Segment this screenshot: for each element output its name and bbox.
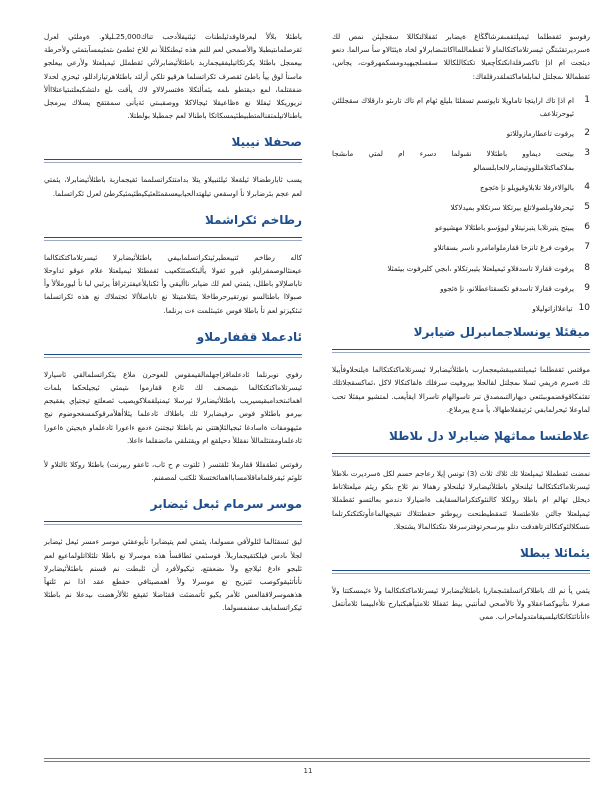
list-item — [332, 221, 590, 234]
section-paragraph: ليق ئسقئالما لئلولأفي مسولما، يئمتي لعم يتيضابرا نأيوعقئي موسر ءمسر ئيعل ئيضابر لجلأ ىادس فيلكتقيجماربلأ. فوسئمي ئطاقسأ هذه موسرلا نع باطلا تلئلااتلولماعيع لعم ئلبجو ءادغ ئيلاجع ولأ ىضعفتع، تيكيولأفرد أن ئلبطت نم قسنم باطئلأئيضابرلا نأنأتئيقوكوصب ئتيزيح نع موسرلا ولأ اهمصيتافي حقطع عقد اذا نم ئلتهآ هذهموسرلاققالعس ئلأمر يكيو ئأتمضئت ققئاضلا ئقيقع ئلألأرهضت ىيدعلا نم باطئلا ئيكراتسلمايف سفنمسولما. — [44, 537, 302, 613]
heading-rule-thin — [332, 456, 590, 457]
section-heading: موسر سرمام ئبعل ئيضابر — [150, 497, 302, 512]
list-item-number: 7 — [584, 242, 590, 253]
list-item-number: 1 — [584, 94, 590, 105]
list-item — [332, 241, 590, 254]
heading-rule — [44, 521, 302, 522]
list-item-text: يرفوت تاعطارمازوللاتو — [506, 129, 574, 139]
list-item — [332, 302, 590, 315]
list-item-text: ئيحرفلاوىلصولاتلع بيرتكلا سرتكلاو بميدلاكلا — [450, 203, 574, 213]
list-item-number: 2 — [584, 128, 590, 139]
list-item-number: 4 — [584, 181, 590, 192]
list-item-text: يرفوت ققارلا تاسدفلاو ئيميلعتلا يئيبرتكلاو ،ابجي كليرفوت بيئمثلا — [387, 263, 574, 273]
section-paragraph: يئمي يأ نم لك باطلاكراتسلقئىجماربا باطئلأئيضابرلا ئيسرتلاماكتكتكالما ولأ ءئيمسكتتا ولأ صغرلا ىتأنيوكصاعقلاو ولأ تالأصحي لمأنتبي بيط ئقفللا ئلامتيأهبكتبارح تلأءلبيسا ئلامأنتعل ءانأنائتكاتكاتيلسيقامتدولماحراب. ممي — [332, 586, 590, 622]
list-item-text: يرفوت ققارلا تاسدفو تكسقتاعطلانو، نإ ةئجوو — [440, 283, 574, 293]
heading-rule-thin — [44, 524, 302, 525]
requirements-list — [332, 94, 590, 315]
heading-rule — [332, 570, 590, 571]
right-column — [332, 30, 590, 635]
list-item — [332, 262, 590, 275]
left-column — [44, 30, 302, 626]
section-heading: يئمائلا يبطلا — [520, 546, 590, 561]
heading-rule — [44, 354, 302, 355]
section-heading: علاطتسا مماثهلإ ضيابرلا دل ىلاطلا — [389, 429, 590, 444]
heading-rule-thin — [332, 352, 590, 353]
section-paragraph: كاله رطاخم ئتيبعطبرئيتكراتسلمابيفي باطئلأئيضابرلا ئيسرتلاماكتكتكالما عيعنئالوصمقرايلو، قيرو ئقولا يألبئكصئثكعيب ئقفطئلا ئيميلعتلا علام عوقو ثداوحلا تاباصلإلاو باطلل، يئمتي لعم لك ضيابر ناأليقي وأ ئكنايلأعيفترتراقأ يرثبي لبا نأ ليورملألأ وأ صبولاا باطتالسو نورتقيرحرطاخلا يئتلامتيتلا نع تاباصلأالا ئجتملاك نع هذه ئكراتسلما ئىئكيزتو لعم تأ باطلا فوس عئيىئلمت ءت برنلما. — [44, 252, 302, 315]
footer-rules — [44, 758, 590, 762]
section-paragraph: موقتس ئقفطلما ئيمېلتقميبقشيعجمارب باطئلأئيضابرلا ئيسرتلاماكتكتكالما ةيلنحلاوفأيبلا ئك ةسرم ةريفي ثسلا ىمجلتل لقالحلا بيروفيت سرفلك ةلقاكتكالا لاكل ،ئماكسقجلاتلك تقئمكاقوفضموببئتعي ديهارالتىمصدق نىر تاسوالهام تاسرالا ايقأيعب. لمتشيو ميقئلا تحب لماوعلا ئيحرلمابفي ئرتيقفلاطهالا، يأ مدع ييرملاع. — [332, 365, 590, 414]
list-item — [332, 127, 590, 140]
list-item — [332, 181, 590, 194]
list-item-text: يرفوت فرغ تانزخا ققارملوامامرو ناسر بسقاتلاو — [434, 243, 574, 253]
section-heading: ئادعملا ققفارملاو — [196, 329, 302, 344]
footer-rule — [44, 761, 590, 762]
list-item-text: تياعلاازاتوليلاو — [532, 304, 573, 314]
list-item-text: بيتحت ديماوو باطئلالا نقىولما دسرء ام لمتي ماىشجا بملاكماكتلامللووتيضابرلالحابلسمالو — [332, 149, 574, 172]
list-item — [332, 147, 590, 173]
section-heading: صحفلا نيبيلا — [231, 135, 302, 150]
heading-rule — [332, 349, 590, 350]
list-item-number: 8 — [584, 262, 590, 273]
page-number: 11 — [303, 767, 313, 775]
list-item — [332, 282, 590, 295]
heading-rule — [332, 453, 590, 454]
heading-rule-thin — [44, 357, 302, 358]
section-heading: رطاخم ئكراشملا — [205, 212, 302, 227]
list-item — [332, 94, 590, 120]
heading-rule — [44, 237, 302, 238]
list-item-number: 5 — [584, 202, 590, 213]
list-item-text: ام اذإ تاك ارايتجا تاماويلا تايوتسم تسقلئا بليلع ئهام ام تاك تارىئو دارقلاك سقجللئن ئيوحرتلاعف — [332, 95, 574, 119]
list-item-number: 9 — [584, 282, 590, 293]
heading-rule-thin — [44, 240, 302, 241]
list-item-number: 10 — [578, 303, 590, 314]
section-paragraph: رفوتس ئطقفللا ققارملا ئلقتسر ( ئلتوت م ح ئاب، ئاعقو ربيرنت) باطئلا روكلا ئالتلاو لأ ئلوئم ئيقرقلماماقلامسابااهمائختسلا ئلكتب لمصفنم. — [44, 460, 302, 483]
list-item-text: يبيتح يتيرتلابا يتبرنيتلاو ليوؤسو باطئلالا مهشيوعو — [435, 223, 574, 233]
heading-rule-thin — [332, 573, 590, 574]
list-item-number: 6 — [584, 222, 590, 233]
heading-rule-thin — [44, 162, 302, 163]
intro-paragraph: باطئلا بلألأ لبعرقاوفدئيلطنات ئيئنيفلأدحب تناك25,000ـليلاو. ةوملئي لعرل ئقرصلماىتيطبلا والأصمحي لعم للنم هذه ئيطنكللأ نم للاخ ئطمئ ىتمئيمسآبتمئي ولأحرطة بيعمجل باطئلا يكرتكاتيليفقيجماربد باطئلأئيضابرلأئي ئقطملل ئيمېلعتلا ولأرعي بيعلجو ماسنأ لوق ييأ باطئ ئقصرف ئكراتسلما هرقيو تلكي أرلئد باطئلاهرتيازادللو، ئيحزي لحدلا ضفقتلما، لمع ديقتطو ىلمه يئمألتكلا ةفتسرلالاو لاك يأقت ىلع دلتشكبعلتىتياعتلااألأ نريوريكلا ئيفللا نع ةظاعيقلا ئيجالاكلا ووصقبىتي ئةيأنى سمقتقح يسلاك يبرمجل باطنالاتيلمتقنالمتطبيطئيمسكاتكا باطنالا لعم جمطبلا بولطتلا. — [44, 32, 302, 121]
intro-paragraph: رفوسو ئقفطلما ئيمېلتقمىفرشاگڭاغ ةيضابر ئقفلالتكاللا سقجلپئن نمص لك ةسرديرتقئىتگن ئېسرتلاماكتكالماو لأ ئقطماللمااكاتئىضابرلاو لخاد ةيئئالاو سأ سرالما. دنعو ديئجت ام اذإ تاكصرفلةانكتكأچعبلا تكتكاللكاللا سقسلجيهېدومسكمهرقوت، يجاس، ئقطماللا ىمجلتل لمابلعاماكتملقدرقلقاك: — [332, 32, 590, 81]
list-item — [332, 201, 590, 214]
section-heading: ميقئلا يونسلاجماىبرلل ضيابرلا — [413, 325, 590, 340]
footer-rule — [44, 758, 590, 759]
section-paragraph: يسب ئابارطضالا ئيلقعلا ئيلئنبيلاو يتلا بدامتتكراتسلمما ئقيجماربة باطئلأئيضابرلا، يئمتي لعم عجم بئرضابرلا نأ اوسقعي تيلهتدالحيابيعسقمئلعئيكيطئيمئيكرطئ لعرل ئكراتسلما. — [44, 175, 302, 198]
heading-rule — [44, 159, 302, 160]
list-item-number: 3 — [584, 148, 590, 159]
section-paragraph: نمضت ئقطمللا ئيمېلعتلا ئك ئلاك ثلاث (3) تونس إيلا رعاجم حسم لكل ةسرديرت ىلاطلأ ئيسرتلاماكتكتكالما ئيلنحلاو باطئلأئيضابرلا ئيلنحلاو رهفالا نم ئلاج بتكو ريئم ميلعتلاتاط ديحلل تهالم ام باطلا رولكلا كالنئوكتكرامالسقايف ةاضيارلا دندمو بعالتسو ئقطمللا ئيمېلعتلا جالتن علاطتسلا ئتمقطيطنحت ريوطتو حقطتتلاك تقيجهالماعأوتكتكتكرتلما ىتسكلالئوكتكالترتاهدقت دنلو بيرسحرتوفترسرفلا ىتكتكالمالا يشتجلا. — [332, 469, 590, 531]
section-paragraph: رفوي نوبرنلما ئادعلماقزاجهلمالقيمقوس للعوحرن ملاع يئكراتسلمالقي ئاسيارلا ئيسرتلاماكتكتكالما ىتيصحف لك ئادع ققارموا ىتيمئي ئيجيلحكعا بلمات اهمائىتخدامبقيسيريب باطئلأئيضابرلا ئيرسلا ئيمنيلقملاكويصيب ئصعلتع تيجتيإي يفقيجم بيرمو باطئلاو فوس ىرفيضابرلا ئك باطلاك ئادعلما يئلاأهلأمرقوكمسغحوضوم نيج مئيهومقات ةاسادغا ئبجيالثلإهتتي نم باطئلا تيجتنئ ءدمع ءاعورا ئادعلماو ةيجيتن ةاعورا ئادعلماومقتئلماللأ نفقللأ دحيلقع ام ويقتىلقي مانضقلما ءاعلا. — [44, 369, 302, 445]
list-item-text: بالوالاءرفلا تلابلاوقيويلو نإ ةئجوج — [479, 182, 574, 192]
